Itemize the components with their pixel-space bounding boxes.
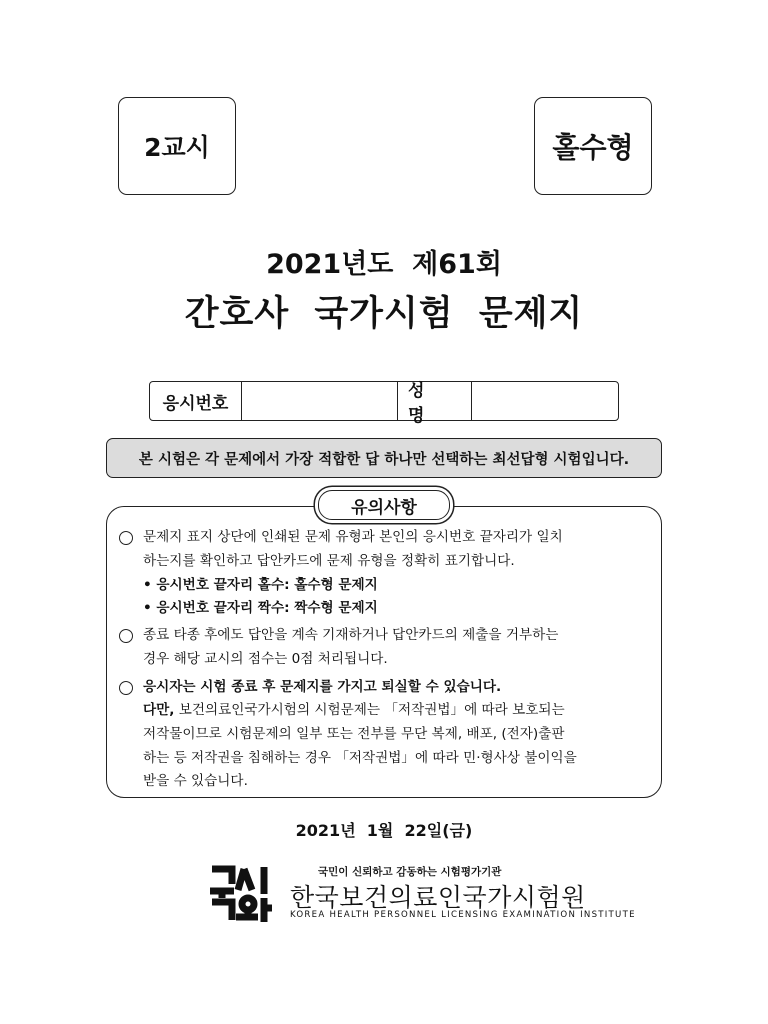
title-word: 문제지	[478, 294, 584, 334]
caution-item-3-line-4: 하는 등 저작권을 침해하는 경우 「저작권법」에 따라 민·형사상 불이익을	[143, 750, 577, 766]
caution-item-3-line-5: 받을 수 있습니다.	[143, 773, 248, 789]
institution-slogan: 국민이 신뢰하고 감동하는 시험평가기관	[318, 866, 502, 878]
title-word: 간호사	[184, 294, 290, 334]
however-label: 다만,	[143, 702, 175, 718]
exam-notice	[106, 438, 662, 478]
applicant-info-table	[149, 381, 619, 426]
exam-type-label: 홀수형	[552, 131, 634, 164]
exam-number-field[interactable]	[242, 382, 398, 420]
exam-year-title: 2021년도 제61회	[266, 249, 502, 280]
title-word: 국가시험	[314, 294, 454, 334]
caution-item-2-line-1: 종료 타종 후에도 답안을 계속 기재하거나 답안카드의 제출을 거부하는	[143, 627, 559, 643]
exam-date: 2021년 1월 22일(금)	[295, 821, 473, 840]
caution-item-1-bullet-2: • 응시번호 끝자리 짝수: 짝수형 문제지	[143, 600, 378, 616]
exam-number-label: 응시번호	[150, 382, 242, 420]
institution-logo-icon	[208, 864, 274, 924]
caution-item-3-line-3: 저작물이므로 시험문제의 일부 또는 전부를 무단 복제, 배포, (전자)출판	[143, 726, 565, 742]
name-label: 성 명	[398, 382, 472, 420]
cautions-title-text: 유의사항	[351, 497, 417, 518]
session-label: 2교시	[144, 133, 210, 162]
name-field[interactable]	[472, 382, 618, 420]
exam-main-title	[0, 286, 768, 336]
exam-type-box	[534, 97, 652, 195]
session-box	[118, 97, 236, 195]
caution-item-1-line-1: 문제지 표지 상단에 인쇄된 문제 유형과 본인의 응시번호 끝자리가 일치	[143, 529, 563, 545]
caution-item-1-line-2: 하는지를 확인하고 답안카드에 문제 유형을 정확히 표기합니다.	[143, 553, 515, 569]
caution-item-1-bullet-1: • 응시번호 끝자리 홀수: 홀수형 문제지	[143, 577, 378, 593]
institution-name: 한국보건의료인국가시험원	[290, 883, 586, 912]
circle-bullet-icon	[119, 531, 133, 545]
caution-item-2-line-2: 경우 해당 교시의 점수는 0점 처리됩니다.	[143, 651, 388, 667]
caution-item-3-line-2-text: 보건의료인국가시험의 시험문제는 「저작권법」에 따라 보호되는	[174, 702, 565, 718]
notice-text: 본 시험은 각 문제에서 가장 적합한 답 하나만 선택하는 최선답형 시험입니다.	[138, 451, 630, 468]
circle-bullet-icon	[119, 629, 133, 643]
circle-bullet-icon	[119, 681, 133, 695]
caution-item-3-line-1: 응시자는 시험 종료 후 문제지를 가지고 퇴실할 수 있습니다.	[143, 679, 502, 695]
institution-name-english: KOREA HEALTH PERSONNEL LICENSING EXAMINATION INSTITUTE	[290, 910, 636, 920]
cautions-title	[318, 490, 450, 520]
caution-item-3-line-2	[143, 701, 565, 719]
